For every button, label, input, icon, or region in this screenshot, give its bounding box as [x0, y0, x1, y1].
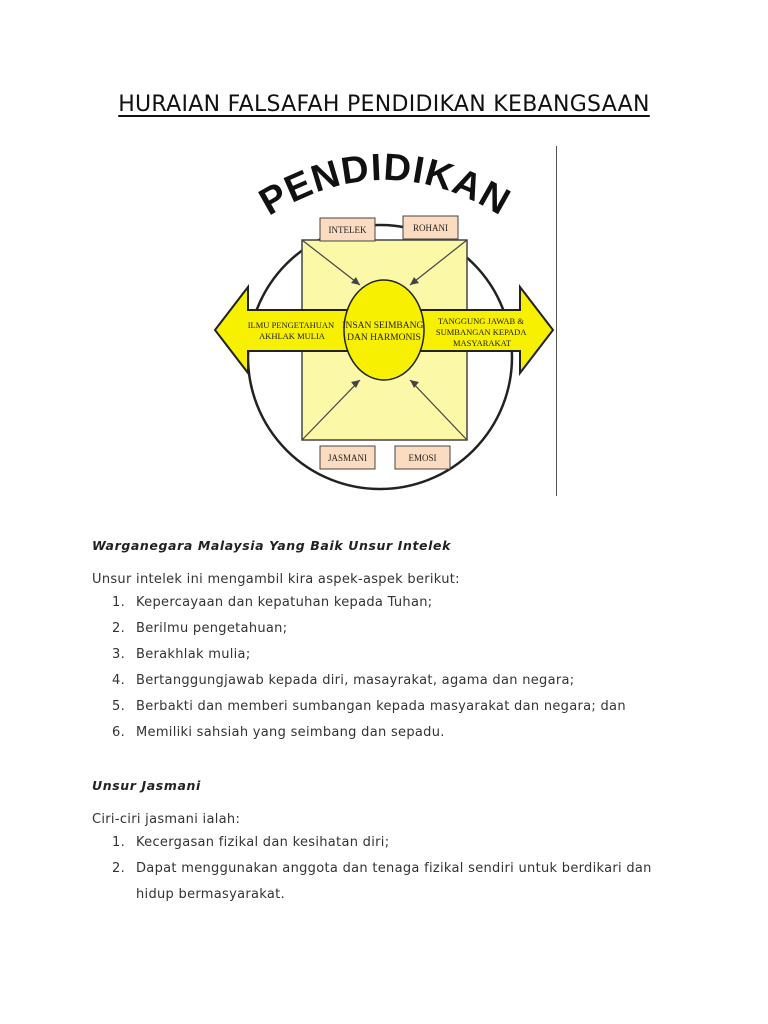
emosi-label: EMOSI	[408, 453, 437, 463]
list-item: 6. Memiliki sahsiah yang seimbang dan sepadu.	[112, 725, 445, 740]
section1-heading: Warganegara Malaysia Yang Baik Unsur Intelek	[92, 538, 451, 553]
section2-heading: Unsur Jasmani	[92, 778, 201, 793]
list-item: 2. Dapat menggunakan anggota dan tenaga fizikal sendiri untuk berdikari dan hidup bermasyarakat.	[112, 861, 652, 902]
vertical-divider	[556, 146, 557, 496]
page-title: HURAIAN FALSAFAH PENDIDIKAN KEBANGSAAN	[118, 92, 650, 117]
section2-list	[112, 830, 676, 908]
left-arrow-label-line1: ILMU PENGETAHUAN	[247, 320, 335, 330]
right-arrow-label-line2: SUMBANGAN KEPADA	[435, 327, 527, 337]
right-arrow-label-line3: MASYARAKAT	[452, 338, 512, 348]
section2-intro: Ciri-ciri jasmani ialah:	[92, 812, 241, 827]
section1-list	[112, 590, 676, 746]
center-label-line1: INSAN SEIMBANG	[342, 321, 424, 331]
rohani-label: ROHANI	[413, 223, 448, 233]
list-item: 5. Berbakti dan memberi sumbangan kepada masyarakat dan negara; dan	[112, 699, 626, 714]
center-label-line2: DAN HARMONIS	[347, 333, 421, 343]
intelek-label: INTELEK	[328, 225, 367, 235]
svg-text:ILMU PENGETAHUAN AKHLAK	[248, 320, 337, 341]
list-item: 2. Berilmu pengetahuan;	[112, 621, 288, 636]
pendidikan-diagram	[210, 145, 560, 500]
section1-intro: Unsur intelek ini mengambil kira aspek-aspek berikut:	[92, 572, 460, 587]
jasmani-label: JASMANI	[327, 453, 368, 463]
list-item: 1. Kecergasan fizikal dan kesihatan diri;	[112, 835, 390, 850]
right-arrow-label-line1: TANGGUNG JAWAB &	[437, 316, 524, 326]
list-item: 1. Kepercayaan dan kepatuhan kepada Tuhan;	[112, 595, 433, 610]
list-item: 3. Berakhlak mulia;	[112, 647, 251, 662]
list-item: 4. Bertanggungjawab kepada diri, masayrakat, agama dan negara;	[112, 673, 575, 688]
left-arrow-label-line2: AKHLAK MULIA	[259, 331, 325, 341]
diagram-heading: PENDIDIKAN	[252, 146, 518, 224]
